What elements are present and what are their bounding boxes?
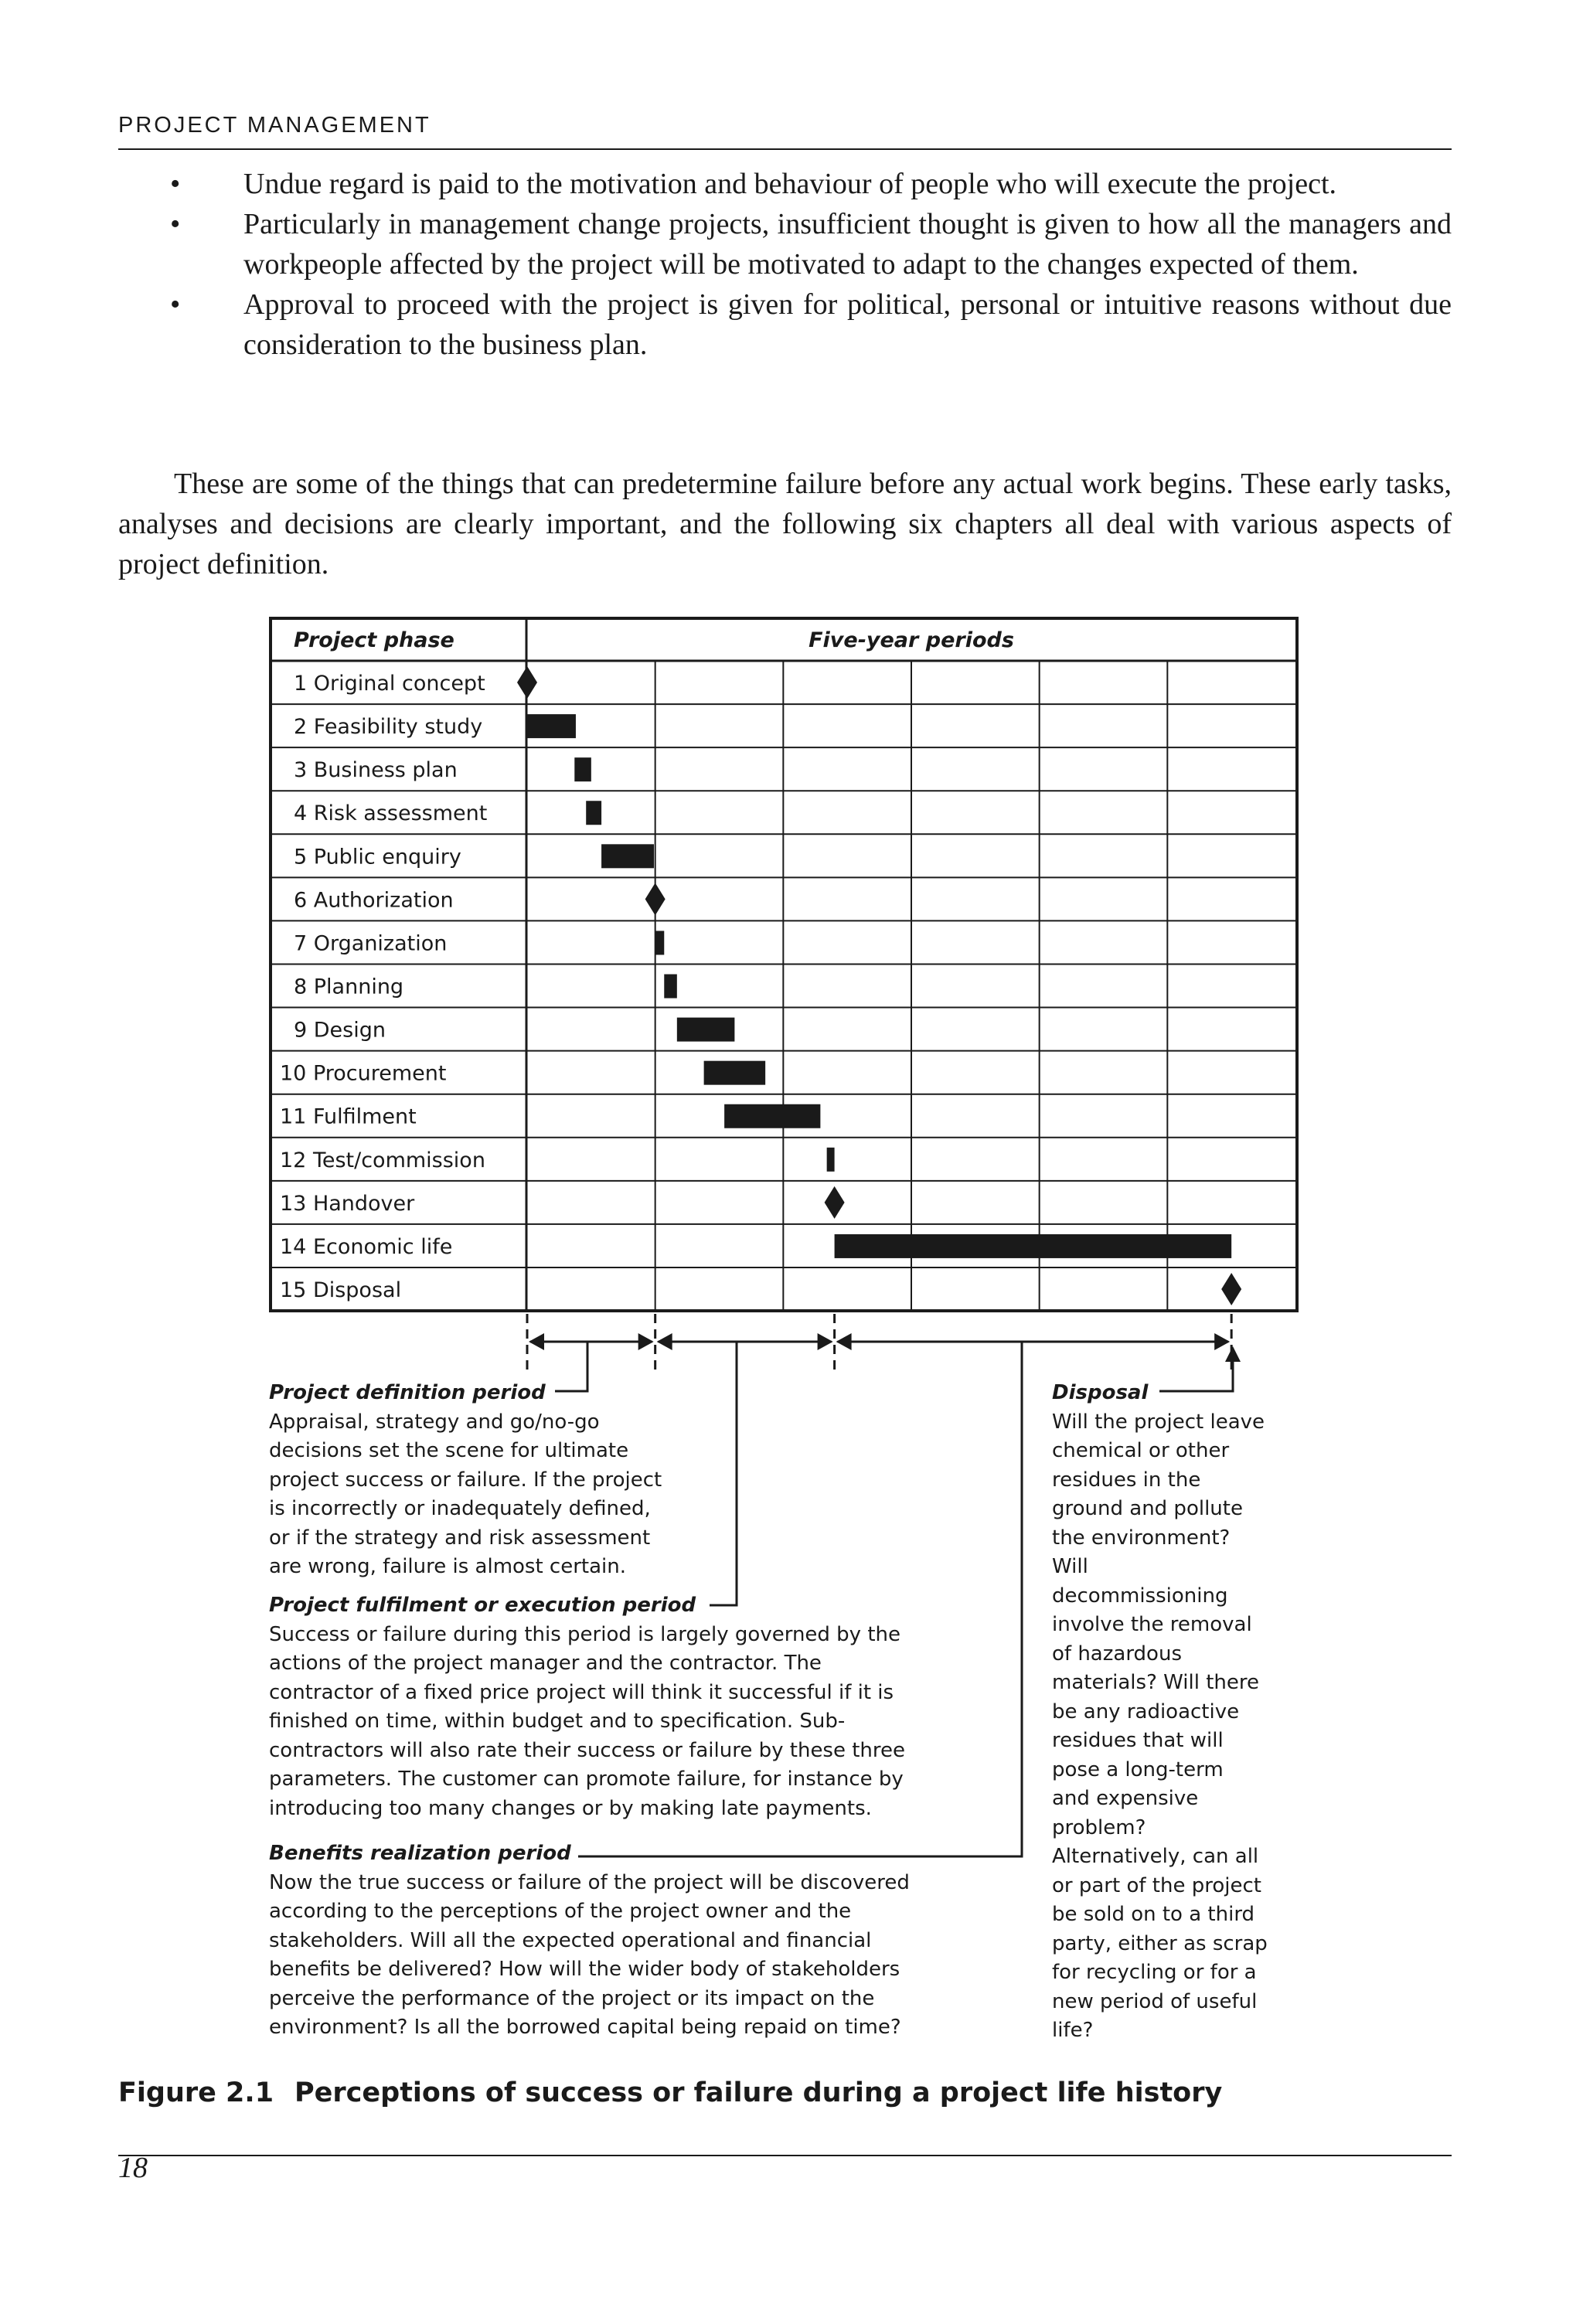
task-bar xyxy=(601,844,654,868)
arrow-head xyxy=(638,1333,654,1350)
bullet-text: Approval to proceed with the project is given for political, personal or intuitive reasons without due consideration to the business plan. xyxy=(243,288,1452,361)
task-label: 7 Organization xyxy=(294,931,448,956)
figure-caption xyxy=(118,2077,1222,2108)
note-definition xyxy=(269,1379,662,1582)
arrow-head xyxy=(657,1333,672,1350)
task-bar xyxy=(527,714,576,738)
task-bar xyxy=(664,975,677,999)
task-label: 12 Test/commission xyxy=(280,1148,485,1172)
note-fulfilment xyxy=(269,1591,905,1823)
note-disposal-heading: Disposal xyxy=(1052,1381,1149,1404)
bullet-marker: • xyxy=(170,168,181,200)
task-bar xyxy=(704,1061,766,1085)
note-benefits xyxy=(269,1839,910,2043)
task-label: 2 Feasibility study xyxy=(294,715,483,740)
milestone-marker xyxy=(1221,1273,1241,1305)
header-project-phase: Project phase xyxy=(294,628,454,652)
note-disposal xyxy=(1052,1379,1268,2046)
task-label: 8 Planning xyxy=(294,975,404,999)
bullet-marker: • xyxy=(170,288,181,321)
task-label: 3 Business plan xyxy=(294,758,458,783)
milestone-marker xyxy=(825,1186,845,1219)
task-bar xyxy=(835,1234,1232,1258)
task-label: 11 Fulfilment xyxy=(280,1104,417,1129)
task-label: 1 Original concept xyxy=(294,672,485,696)
task-label: 15 Disposal xyxy=(280,1278,402,1303)
arrow-head xyxy=(818,1333,833,1350)
task-label: 10 Procurement xyxy=(280,1061,447,1086)
task-bar xyxy=(677,1018,735,1042)
note-disposal-body: Will the project leave chemical or other residues in the ground and pollute the environment? Will decommissioning involve the removal of hazardous materials? Will there be any radioactive residues that will pose a long-term and expensive problem? Alternatively, can all or part of the project be sold on to a third party, either as scrap for recycling or for a new period of useful life? xyxy=(1052,1410,1268,2042)
milestone-marker xyxy=(645,883,666,915)
task-label: 5 Public enquiry xyxy=(294,845,461,869)
task-label: 4 Risk assessment xyxy=(294,801,488,826)
header-five-year-periods: Five-year periods xyxy=(809,628,1014,652)
task-bar xyxy=(724,1104,820,1128)
task-bar xyxy=(655,931,665,954)
running-head: PROJECT MANAGEMENT xyxy=(118,113,431,138)
note-definition-heading: Project definition period xyxy=(269,1381,546,1404)
task-bar xyxy=(574,757,591,781)
task-bar xyxy=(586,801,601,825)
note-benefits-heading: Benefits realization period xyxy=(269,1842,571,1865)
task-label: 6 Authorization xyxy=(294,888,454,913)
arrow-head xyxy=(1225,1346,1241,1362)
leader-fulfilment xyxy=(710,1342,737,1605)
arrow-head xyxy=(1214,1333,1230,1350)
note-benefits-body: Now the true success or failure of the project will be discovered according to the perceptions of the project owner and the stakeholders. Will all the expected operational and financial benefits be delivered? How will the wider body of stakeholders perceive the performance of the project or its impact on the environment? Is all the borrowed capital being repaid on time? xyxy=(269,1870,910,2039)
task-bar xyxy=(827,1148,835,1172)
task-label: 13 Handover xyxy=(280,1191,415,1216)
milestone-marker xyxy=(517,666,537,699)
note-definition-body: Appraisal, strategy and go/no-go decisions set the scene for ultimate project success or failure. If the project is incorrectly or inadequately defined, or if the strategy and risk assessment are wrong, failure is almost certain. xyxy=(269,1410,662,1578)
footer-rule xyxy=(118,2155,1452,2156)
figure-caption-label: Figure 2.1 xyxy=(118,2077,274,2108)
task-label: 14 Economic life xyxy=(280,1234,453,1259)
task-label: 9 Design xyxy=(294,1018,386,1043)
figure-caption-text: Perceptions of success or failure during a project life history xyxy=(294,2077,1223,2108)
bullet-text: Undue regard is paid to the motivation and behaviour of people who will execute the project. xyxy=(243,168,1337,200)
arrow-head xyxy=(529,1333,544,1350)
page-number: 18 xyxy=(118,2152,148,2184)
bullet-marker: • xyxy=(170,208,181,240)
bullet-text: Particularly in management change projects, insufficient thought is given to how all the managers and workpeople affected by the project will be motivated to adapt to the changes expected of them. xyxy=(243,208,1452,281)
arrow-head xyxy=(836,1333,852,1350)
note-fulfilment-heading: Project fulfilment or execution period xyxy=(269,1594,696,1617)
body-paragraph: These are some of the things that can predetermine failure before any actual work begins. These early tasks, analyses and decisions are clearly important, and the following six chapters all deal with various aspects of project definition. xyxy=(118,468,1452,580)
note-fulfilment-body: Success or failure during this period is largely governed by the actions of the project manager and the contractor. The contractor of a fixed price project will think it successful if it is finished on time, within budget and to specification. Sub- contractors will also rate their success or failure by these three parameters. The customer can promote failure, for instance by introducing too many changes or by making late payments. xyxy=(269,1622,906,1820)
